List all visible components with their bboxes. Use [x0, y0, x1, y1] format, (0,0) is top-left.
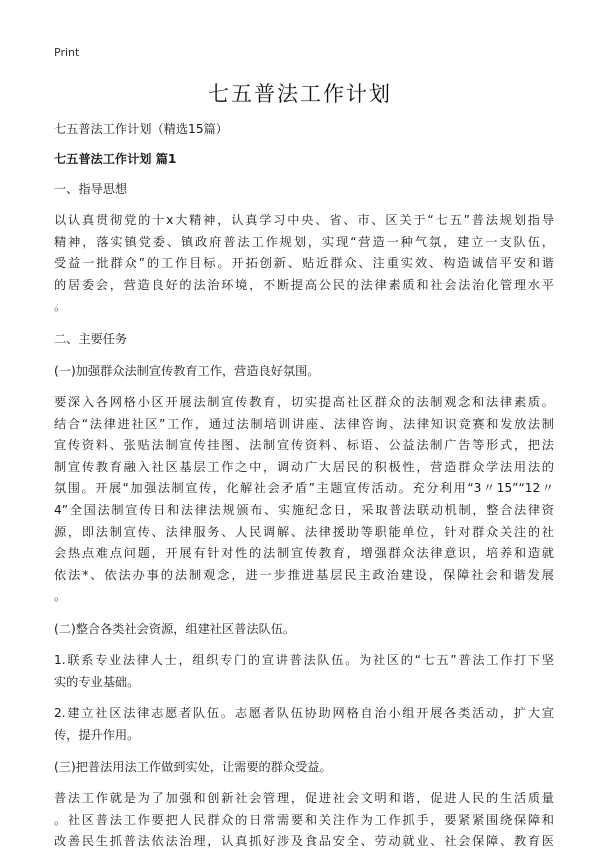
paragraph-line: 会热点难点问题，开展有针对性的法制宣传教育，增强群众法律意识，培养和造就: [54, 546, 554, 561]
heading-guiding-ideology: 一、指导思想: [54, 182, 128, 196]
heading-main-tasks: 二、主要任务: [54, 331, 128, 346]
paragraph-line: 的居委会，营造良好的法治环境，不断提高公民的法律素质和社会法治化管理水平: [54, 277, 554, 292]
paragraph-line: 结合“法律进社区”工作，通过法制培训讲座、法律咨询、法律知识竞赛和发放法制: [54, 416, 554, 431]
paragraph-line: 。: [54, 589, 67, 604]
task-2-title: (二)整合各类社会资源，组建社区普法队伍。: [54, 621, 296, 636]
print-label: Print: [54, 46, 80, 59]
paragraph-line: 依法*、依法办事的法制观念，进一步推进基层民主政治建设，保障社会和谐发展: [54, 567, 554, 582]
paragraph-line: 实的专业基础。: [54, 674, 140, 689]
paragraph-task-2-item-2: [54, 703, 554, 746]
paragraph-line: 要深入各网格小区开展法制宣传教育，切实提高社区群众的法制观念和法律素质。: [54, 394, 554, 409]
paragraph-task-1: [54, 392, 554, 608]
paragraph-line: 2.建立社区法律志愿者队伍。志愿者队伍协助网格自治小组开展各类活动，扩大宣: [54, 706, 554, 721]
paragraph-line: 精神，落实镇党委、镇政府普法工作规划，实现“营造一种气氛，建立一支队伍，: [54, 234, 554, 249]
paragraph-line: 普法工作就是为了加强和创新社会管理，促进社会文明和谐，促进人民的生活质量: [54, 791, 554, 806]
task-1-title: (一)加强群众法制宣传教育工作，营造良好氛围。: [54, 363, 320, 378]
paragraph-line: 源，即法制宣传、法律服务、人民调解、法律援助等职能单位，针对群众关注的社: [54, 524, 554, 539]
paragraph-task-2-item-1: [54, 650, 554, 693]
document-body: [54, 118, 554, 863]
document-subtitle: 七五普法工作计划（精选15篇）: [54, 122, 228, 136]
paragraph-line: 以认真贯彻党的十x大精神，认真学习中央、省、市、区关于“七五”普法规划指导: [54, 213, 554, 227]
task-3-title: (三)把普法用法工作做到实处，让需要的群众受益。: [54, 760, 332, 775]
paragraph-task-3: [54, 788, 554, 853]
paragraph-line: 4”全国法制宣传日和法律法规颁布、实施纪念日，采取普法联动机制，整合法律资: [54, 502, 554, 517]
section-title: 七五普法工作计划 篇1: [54, 152, 177, 166]
paragraph-line: 。: [54, 299, 67, 314]
paragraph-line: 。社区普法工作要把人民群众的日常需要和关注作为工作抓手，要紧紧围绕保障和: [54, 812, 554, 827]
paragraph-line: 改善民生抓普法依法治理，认真抓好涉及食品安全、劳动就业、社会保障、教育医: [54, 834, 554, 849]
paragraph-line: 1.联系专业法律人士，组织专门的宣讲普法队伍。为社区的“七五”普法工作打下坚: [54, 652, 554, 667]
paragraph-line: 受益一批群众”的工作目标。开拓创新、贴近群众、注重实效、构造诚信平安和谐: [54, 256, 554, 271]
paragraph-line: 制宣传教育融入社区基层工作之中，调动广大居民的积极性，营造群众学法用法的: [54, 459, 554, 474]
paragraph-line: 氛围。开展“加强法制宣传，化解社会矛盾”主题宣传活动。充分利用“3〃15”“12〃: [54, 481, 554, 496]
paragraph-line: 传，提升作用。: [54, 727, 140, 742]
page-title: 七五普法工作计划: [208, 82, 392, 106]
paragraph-line: 宣传资料、张贴法制宣传挂图、法制宣传资料、标语、公益法制广告等形式，把法: [54, 438, 554, 453]
paragraph-guiding-ideology: [54, 210, 554, 318]
